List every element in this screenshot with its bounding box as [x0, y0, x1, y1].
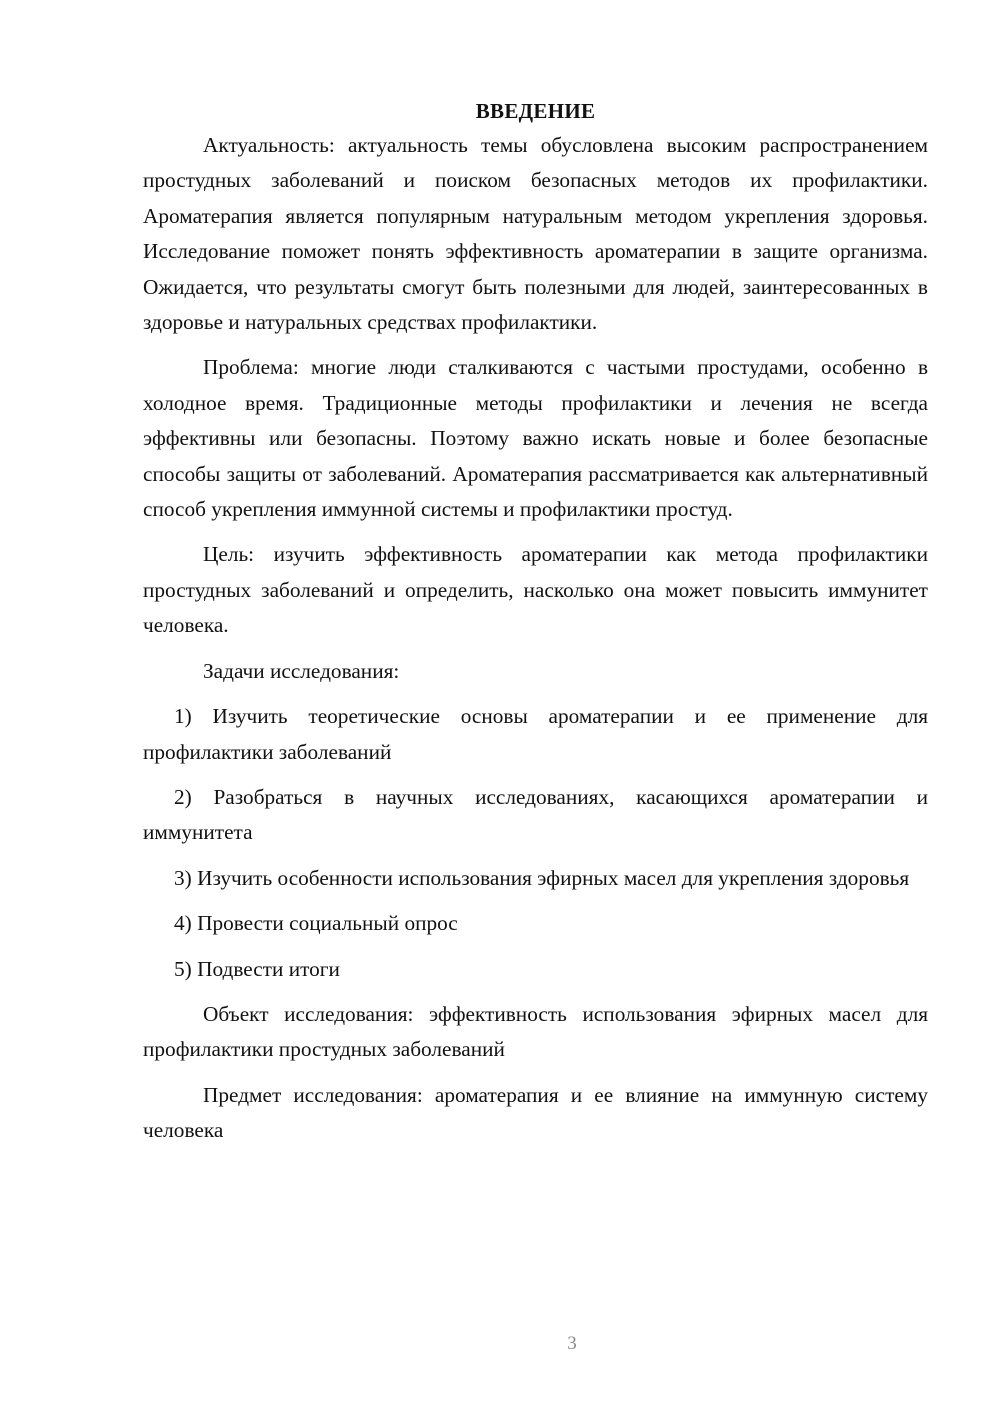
task-item-3: 3) Изучить особенности использования эфирных масел для укрепления здоровья [174, 865, 910, 890]
page-number [72, 1333, 1000, 1355]
task-item-2: 2) Разобраться в научных исследованиях, касающихся ароматерапии и иммунитета [143, 784, 928, 845]
paragraph-relevance: Актуальность: актуальность темы обусловлена высоким распространением простудных заболеваний и поиском безопасных методов их профилактики. Ароматерапия является популярным натуральным методом укрепления здоровья. Исследование поможет понять эффективность ароматерапии в защите организма. Ожидается, что результаты смогут быть полезными для людей, заинтересованных в здоровье и натуральных средствах профилактики. [143, 133, 928, 335]
task-item-4: 4) Провести социальный опрос [174, 911, 458, 936]
section-title: ВВЕДЕНИЕ [475, 99, 596, 123]
paragraph-object: Объект исследования: эффективность использования эфирных масел для профилактики простудных заболеваний [143, 1001, 928, 1062]
task-item-5: 5) Подвести итоги [174, 956, 340, 981]
document-page [143, 96, 928, 1159]
paragraph-problem: Проблема: многие люди сталкиваются с частыми простудами, особенно в холодное время. Традиционные методы профилактики и лечения не всегда эффективны или безопасны. Поэтому важно искать новые и более безопасные способы защиты от заболеваний. Ароматерапия рассматривается как альтернативный способ укрепления иммунной системы и профилактики простуд. [143, 355, 928, 522]
page-number-label: 3 [567, 1333, 577, 1354]
task-item-1: 1) Изучить теоретические основы ароматерапии и ее применение для профилактики заболеваний [143, 704, 928, 764]
paragraph-subject: Предмет исследования: ароматерапия и ее влияние на иммунную систему человека [143, 1082, 928, 1143]
paragraph-goal: Цель: изучить эффективность ароматерапии как метода профилактики простудных заболеваний и определить, насколько она может повысить иммунитет человека. [143, 542, 928, 638]
paragraph-tasks-heading: Задачи исследования: [203, 658, 400, 683]
